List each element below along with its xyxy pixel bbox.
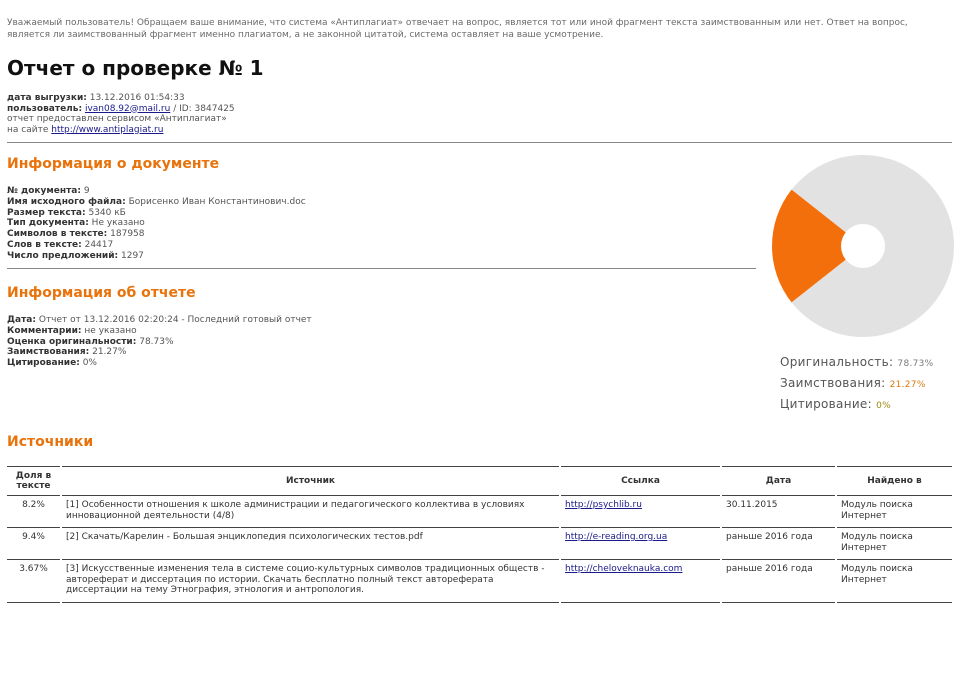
site-line: [7, 125, 235, 136]
legend-label: Заимствования:: [780, 376, 886, 390]
service-line: отчет предоставлен сервисом «Антиплагиат»: [7, 114, 227, 124]
table-row: [7, 496, 952, 528]
info-field: [7, 208, 306, 219]
info-field-label: Число предложений:: [7, 250, 119, 261]
info-field-label: Символов в тексте:: [7, 229, 108, 240]
sources-table: [7, 466, 952, 603]
user-label: пользователь:: [7, 103, 83, 114]
source-date: раньше 2016 года: [721, 528, 836, 560]
info-field-label: Цитирование:: [7, 358, 80, 369]
info-field: [7, 358, 312, 369]
info-field-label: Оценка оригинальности:: [7, 336, 137, 347]
info-field-value: 21.27%: [92, 347, 127, 358]
info-field: [7, 218, 306, 229]
info-field-value: Отчет от 13.12.2016 02:20:24 - Последний готовый отчет: [38, 315, 312, 325]
header-date: Дата: [721, 467, 836, 496]
report-title: Отчет о проверке № 1: [7, 56, 264, 80]
info-field-label: № документа:: [7, 186, 81, 196]
info-field: [7, 229, 306, 240]
source-title: [2] Скачать/Карелин - Большая энциклопедия психологических тестов.pdf: [61, 528, 560, 560]
header-source: Источник: [61, 467, 560, 496]
user-id: / ID: 3847425: [173, 103, 235, 114]
site-prefix: на сайте: [7, 124, 49, 135]
source-link-cell: [560, 496, 721, 528]
info-field: [7, 186, 306, 197]
info-field-value: Не указано: [91, 218, 145, 229]
doc-info-title: Информация о документе: [7, 156, 220, 172]
report-info-fields: [7, 315, 312, 369]
table-row: [7, 528, 952, 560]
source-found-in: Модуль поиска Интернет: [836, 496, 952, 528]
info-field: [7, 240, 306, 251]
doc-info-fields: [7, 186, 306, 262]
info-field-label: Слов в тексте:: [7, 239, 82, 250]
legend-label: Цитирование:: [780, 397, 872, 411]
source-link-cell: [560, 560, 721, 603]
legend-item: [780, 353, 934, 374]
info-field-value: не указано: [84, 325, 137, 336]
legend-value: 21.27%: [889, 380, 926, 390]
info-field: [7, 197, 306, 208]
source-link-cell: [560, 528, 721, 560]
header-share: Доля в тексте: [7, 467, 61, 496]
legend-value: 0%: [876, 401, 891, 411]
info-field-label: Заимствования:: [7, 347, 90, 358]
source-share: 3.67%: [7, 560, 61, 603]
export-date-label: дата выгрузки:: [7, 93, 87, 103]
source-share: 9.4%: [7, 528, 61, 560]
info-field-value: Борисенко Иван Константинович.doc: [128, 196, 306, 207]
legend-label: Оригинальность:: [780, 355, 894, 369]
sources-title: Источники: [7, 434, 94, 450]
source-link[interactable]: http://cheloveknauka.com: [565, 564, 683, 574]
divider: [7, 142, 952, 143]
pie-center-hole: [841, 224, 885, 268]
source-found-in: Модуль поиска Интернет: [836, 560, 952, 603]
info-field-value: 0%: [82, 358, 97, 369]
info-field: [7, 315, 312, 326]
info-field-label: Имя исходного файла:: [7, 196, 126, 207]
divider: [7, 268, 756, 269]
originality-pie-chart: [772, 155, 954, 337]
legend-item: [780, 395, 934, 416]
source-title: [3] Искусственные изменения тела в системе социо-культурных символов традиционных обществ - автореферат и диссертация по истории. Скачать бесплатно полный текст автореферата диссертации на тему Этнография, этнология и антропология.: [61, 560, 560, 603]
info-field-value: 1297: [121, 250, 144, 261]
source-title: [1] Особенности отношения к школе администрации и педагогического коллектива в условиях инновационной деятельности (4/8): [61, 496, 560, 528]
legend-value: 78.73%: [897, 359, 934, 369]
header-link: Ссылка: [560, 467, 721, 496]
report-info-title: Информация об отчете: [7, 285, 196, 301]
info-field-value: 24417: [84, 239, 114, 250]
info-field-value: 5340 кБ: [88, 207, 126, 218]
info-field: [7, 347, 312, 358]
header-found-in: Найдено в: [836, 467, 952, 496]
info-field: [7, 251, 306, 262]
report-meta: [7, 93, 235, 135]
info-field-label: Тип документа:: [7, 218, 89, 229]
info-field: [7, 337, 312, 348]
export-date-line: [7, 93, 235, 104]
info-field-value: 9: [83, 186, 90, 196]
source-date: раньше 2016 года: [721, 560, 836, 603]
info-field-value: 78.73%: [139, 336, 174, 347]
source-link[interactable]: http://psychlib.ru: [565, 500, 642, 510]
chart-legend: [780, 353, 934, 416]
info-field-label: Дата:: [7, 315, 36, 325]
table-header-row: [7, 467, 952, 496]
site-link[interactable]: http://www.antiplagiat.ru: [51, 124, 164, 135]
disclaimer-notice: Уважаемый пользователь! Обращаем ваше внимание, что система «Антиплагиат» отвечает на вопрос, является тот или иной фрагмент текста заимствованным или нет. Ответ на вопрос, является ли заимствованный фрагмент именно плагиатом, а не законной цитатой, система оставляет на ваше усмотрение.: [7, 18, 908, 40]
info-field-value: 187958: [110, 229, 145, 240]
export-date-value: 13.12.2016 01:54:33: [89, 93, 185, 103]
info-field-label: Размер текста:: [7, 207, 86, 218]
info-field-label: Комментарии:: [7, 325, 82, 336]
user-email-link[interactable]: ivan08.92@mail.ru: [84, 103, 171, 114]
source-share: 8.2%: [7, 496, 61, 528]
user-line: [7, 104, 235, 115]
table-row: [7, 560, 952, 603]
legend-item: [780, 374, 934, 395]
source-link[interactable]: http://e-reading.org.ua: [565, 532, 668, 542]
source-date: 30.11.2015: [721, 496, 836, 528]
info-field: [7, 326, 312, 337]
source-found-in: Модуль поиска Интернет: [836, 528, 952, 560]
